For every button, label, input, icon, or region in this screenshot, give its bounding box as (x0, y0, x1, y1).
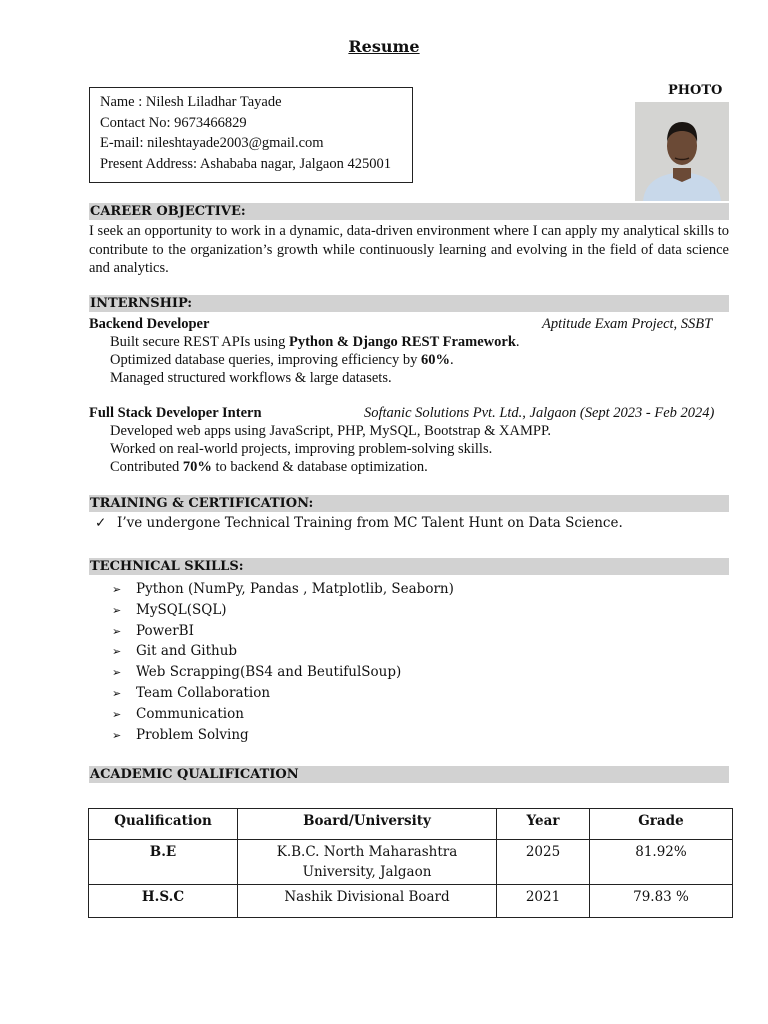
job-detail-line: Optimized database queries, improving efficiency by 60%. (110, 352, 454, 368)
section-internship: INTERNSHIP: (89, 295, 729, 312)
table-header-row (89, 809, 733, 840)
skill-item: ➢ Python (NumPy, Pandas , Matplotlib, Seaborn) (112, 579, 454, 600)
job-details-fullstack (110, 422, 551, 476)
photo-label: PHOTO (668, 83, 723, 98)
table-cell: H.S.C (89, 885, 238, 918)
job-title-fullstack: Full Stack Developer Intern (89, 405, 262, 421)
section-career-objective: CAREER OBJECTIVE: (89, 203, 729, 220)
skills-list (112, 579, 454, 745)
contact-phone: Contact No: 9673466829 (100, 114, 247, 131)
job-detail-line: Built secure REST APIs using Python & Django REST Framework. (110, 334, 520, 350)
job-title-backend: Backend Developer (89, 316, 210, 332)
column-header: Qualification (89, 809, 238, 840)
page-title: Resume (348, 37, 420, 56)
section-academic-qualification: ACADEMIC QUALIFICATION (89, 766, 729, 783)
table-cell: K.B.C. North Maharashtra University, Jalgaon (238, 840, 497, 885)
table-cell: 2021 (497, 885, 590, 918)
skill-item: ➢ PowerBI (112, 621, 454, 642)
skill-item: ➢ Communication (112, 704, 454, 725)
portrait-image (635, 102, 729, 201)
profile-photo (635, 102, 729, 201)
job-detail-line: Managed structured workflows & large datasets. (110, 370, 392, 386)
job-place-fullstack: Softanic Solutions Pvt. Ltd., Jalgaon (Sept 2023 - Feb 2024) (364, 405, 715, 421)
skill-item: ➢ MySQL(SQL) (112, 600, 454, 621)
table-cell: B.E (89, 840, 238, 885)
column-header: Year (497, 809, 590, 840)
contact-address: Present Address: Ashababa nagar, Jalgaon 425001 (100, 155, 391, 172)
arrow-bullet-icon: ➢ (112, 624, 122, 638)
table-cell: 79.83 % (590, 885, 733, 918)
table-cell: 81.92% (590, 840, 733, 885)
contact-name: Name : Nilesh Liladhar Tayade (100, 94, 282, 110)
arrow-bullet-icon: ➢ (112, 666, 122, 680)
arrow-bullet-icon: ➢ (112, 707, 122, 721)
contact-box (89, 87, 413, 183)
table-cell: 2025 (497, 840, 590, 885)
skill-item: ➢ Web Scrapping(BS4 and BeutifulSoup) (112, 662, 454, 683)
job-detail-line: Developed web apps using JavaScript, PHP, MySQL, Bootstrap & XAMPP. (110, 423, 552, 439)
arrow-bullet-icon: ➢ (112, 645, 122, 659)
training-item: ✓ I’ve undergone Technical Training from MC Talent Hunt on Data Science. (95, 515, 623, 531)
column-header: Board/University (238, 809, 497, 840)
table-row (89, 885, 733, 918)
job-detail-line: Worked on real-world projects, improving problem-solving skills. (110, 441, 493, 457)
column-header: Grade (590, 809, 733, 840)
skill-item: ➢ Problem Solving (112, 725, 454, 746)
job-detail-line: Contributed 70% to backend & database optimization. (110, 459, 428, 475)
arrow-bullet-icon: ➢ (112, 686, 122, 700)
skill-item: ➢ Git and Github (112, 641, 454, 662)
contact-email: E-mail: nileshtayade2003@gmail.com (100, 135, 324, 151)
checkmark-icon: ✓ (95, 515, 107, 531)
table-cell: Nashik Divisional Board (238, 885, 497, 918)
job-place-backend: Aptitude Exam Project, SSBT (542, 316, 713, 332)
table-row (89, 840, 733, 885)
skill-item: ➢ Team Collaboration (112, 683, 454, 704)
section-technical-skills: TECHNICAL SKILLS: (89, 558, 729, 575)
arrow-bullet-icon: ➢ (112, 728, 122, 742)
arrow-bullet-icon: ➢ (112, 583, 122, 596)
section-training: TRAINING & CERTIFICATION: (89, 495, 729, 512)
academic-table (88, 808, 733, 918)
arrow-bullet-icon: ➢ (112, 603, 122, 617)
job-details-backend (110, 333, 520, 387)
career-objective-text: I seek an opportunity to work in a dynamic, data-driven environment where I can apply my analytical skills to contribute to the organization’s growth while continuously learning and evolving in the field of data science and analytics. (89, 223, 729, 276)
